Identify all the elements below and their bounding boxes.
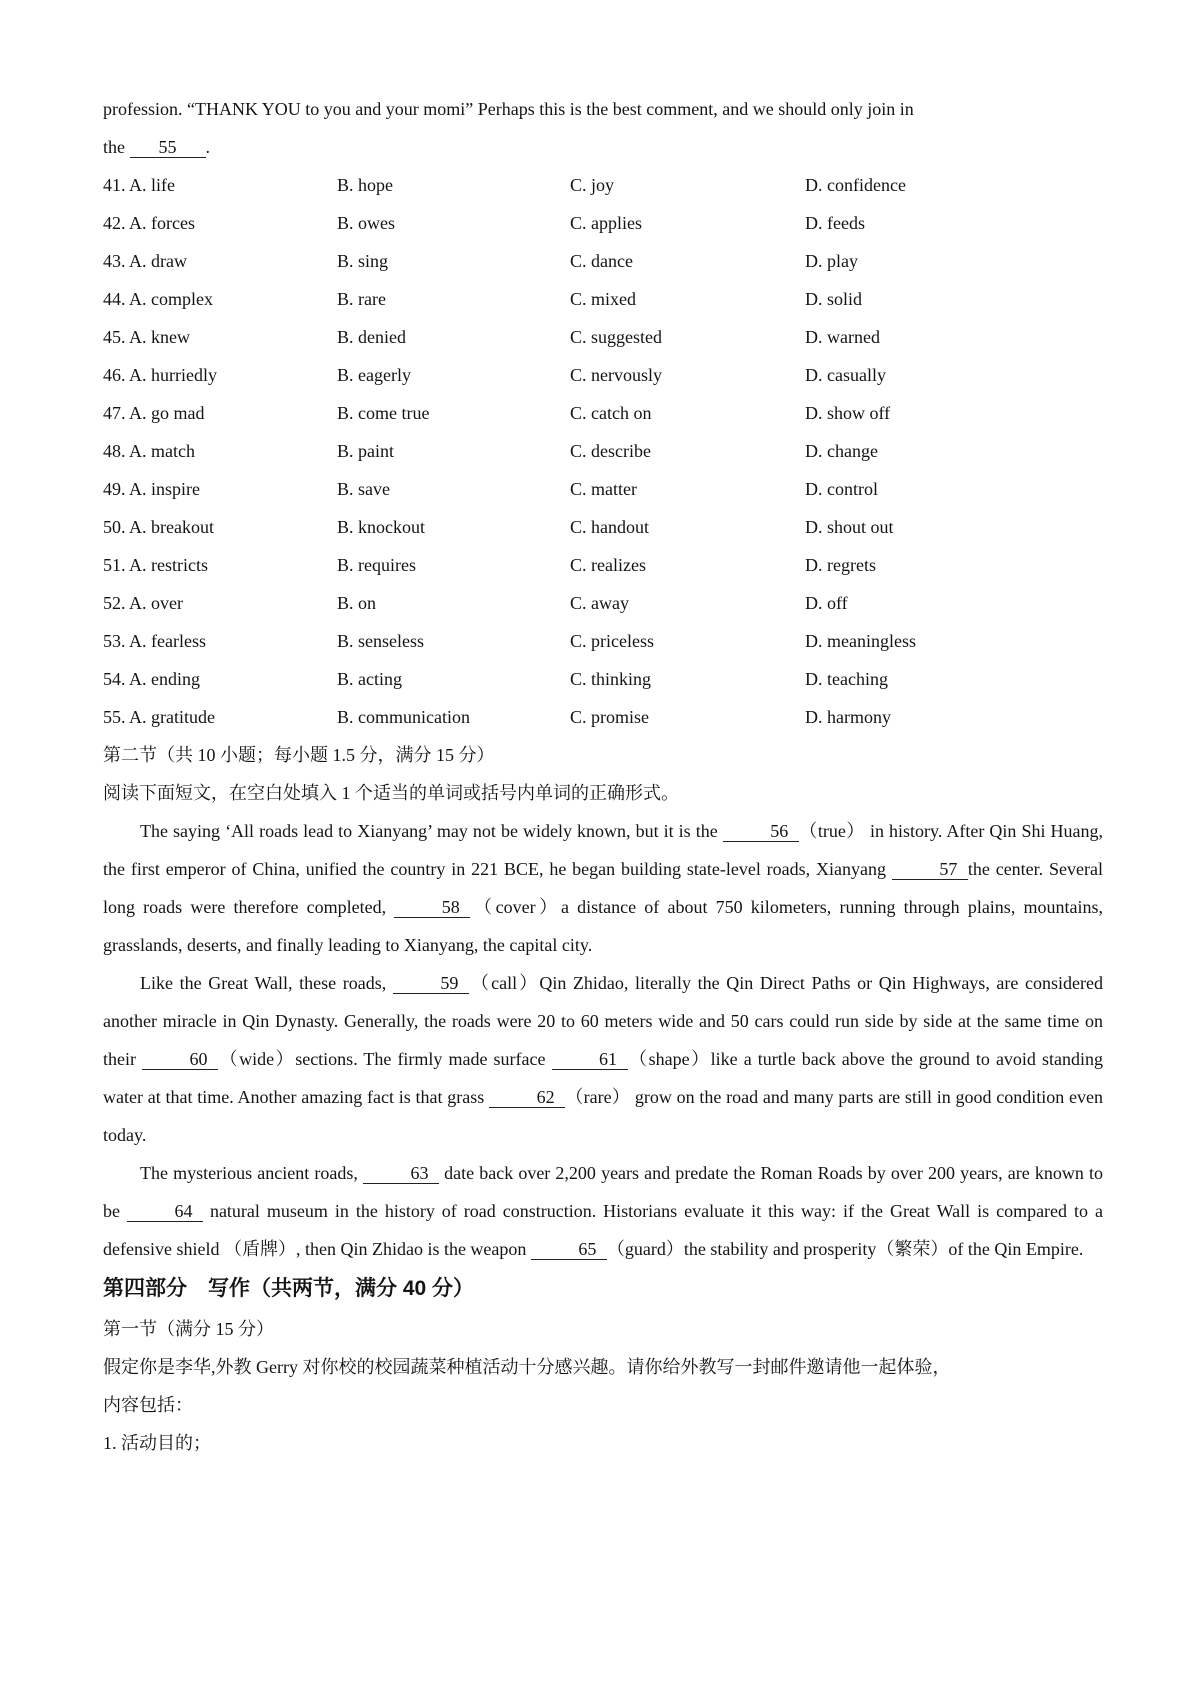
option-cell-50-C: C. handout	[570, 517, 649, 537]
option-cell-48-C: C. describe	[570, 441, 651, 461]
option-cell-53-B: B. senseless	[337, 631, 424, 651]
option-row-52	[103, 584, 1103, 622]
option-cell-43-B: B. sing	[337, 251, 389, 271]
blank-55: 55	[130, 137, 206, 158]
blank-58: 58	[394, 897, 470, 918]
option-cell-45-C: C. suggested	[570, 327, 662, 347]
passage-text: （call）Qin Zhidao, literally the Qin Direct Paths or Qin Highways, are considered another miracle in Qin Dynasty. Generally, the roads were 20 to 60 meters wide and 50 cars could run side by side at the same time on their	[103, 973, 1103, 1069]
passage-text: （rare） grow on the road and many parts are still in good condition even today.	[103, 1087, 1103, 1145]
passage-text: natural museum in the history of road construction. Historians evaluate it this way: if the Great Wall is compared to a defensive shield （盾牌）, then Qin Zhidao is the weapon	[103, 1201, 1103, 1259]
option-row-50	[103, 508, 1103, 546]
passage-text: （true） in history. After Qin Shi Huang, the first emperor of China, unified the country in 221 BCE, he began building state-level roads, Xianyang	[103, 821, 1103, 879]
option-cell-54-D: D. teaching	[805, 669, 888, 689]
option-cell-52-A: 52. A. over	[103, 593, 183, 613]
option-row-41	[103, 166, 1103, 204]
option-cell-42-B: B. owes	[337, 213, 395, 233]
option-cell-46-D: D. casually	[805, 365, 886, 385]
passage-text: （shape）like a turtle back above the ground to avoid standing water at that time. Another amazing fact is that grass	[103, 1049, 1103, 1107]
option-cell-46-B: B. eagerly	[337, 365, 411, 385]
blank-56: 56	[723, 821, 799, 842]
option-cell-47-A: 47. A. go mad	[103, 403, 205, 423]
passage-text: date back over 2,200 years and predate the Roman Roads by over 200 years, are known to be	[103, 1163, 1103, 1221]
intro-line-2-prefix: the	[103, 137, 125, 157]
option-cell-48-D: D. change	[805, 441, 878, 461]
section-2-instructions: 阅读下面短文，在空白处填入 1 个适当的单词或括号内单词的正确形式。	[103, 783, 679, 803]
blank-57: 57	[892, 859, 968, 880]
passage-text: The saying ‘All roads lead to Xianyang’ may not be widely known, but it is the	[140, 821, 723, 841]
option-cell-41-D: D. confidence	[805, 175, 906, 195]
passage-paragraph-1	[103, 812, 1103, 964]
intro-line-1: profession. “THANK YOU to you and your momi” Perhaps this is the best comment, and we should only join in	[103, 99, 914, 119]
option-cell-47-D: D. show off	[805, 403, 891, 423]
option-cell-44-C: C. mixed	[570, 289, 636, 309]
option-cell-55-B: B. communication	[337, 707, 470, 727]
option-cell-53-A: 53. A. fearless	[103, 631, 206, 651]
part-4-header: 第四部分 写作（共两节，满分 40 分）	[103, 1277, 475, 1300]
blank-61: 61	[552, 1049, 628, 1070]
option-row-51	[103, 546, 1103, 584]
option-cell-45-A: 45. A. knew	[103, 327, 190, 347]
option-cell-43-C: C. dance	[570, 251, 633, 271]
passage-text: （wide）sections. The firmly made surface	[218, 1049, 552, 1069]
option-cell-50-A: 50. A. breakout	[103, 517, 214, 537]
option-cell-49-C: C. matter	[570, 479, 637, 499]
option-cell-54-B: B. acting	[337, 669, 402, 689]
option-cell-52-D: D. off	[805, 593, 848, 613]
option-cell-52-B: B. on	[337, 593, 377, 613]
passage-text: （cover）a distance of about 750 kilometers, running through plains, mountains, grasslands, deserts, and finally leading to Xianyang, the capital city.	[103, 897, 1103, 955]
option-cell-51-B: B. requires	[337, 555, 416, 575]
option-cell-49-D: D. control	[805, 479, 878, 499]
option-cell-44-A: 44. A. complex	[103, 289, 213, 309]
option-cell-46-C: C. nervously	[570, 365, 662, 385]
option-cell-47-B: B. come true	[337, 403, 430, 423]
intro-paragraph	[103, 90, 1103, 166]
option-cell-41-A: 41. A. life	[103, 175, 175, 195]
option-cell-55-D: D. harmony	[805, 707, 891, 727]
passage-text: The mysterious ancient roads,	[140, 1163, 363, 1183]
option-cell-41-B: B. hope	[337, 175, 393, 195]
option-cell-49-B: B. save	[337, 479, 390, 499]
option-cell-45-D: D. warned	[805, 327, 880, 347]
option-cell-54-C: C. thinking	[570, 669, 652, 689]
option-cell-42-D: D. feeds	[805, 213, 865, 233]
exam-page	[103, 90, 1103, 1462]
option-cell-51-C: C. realizes	[570, 555, 646, 575]
section-2-header: 第二节（共 10 小题；每小题 1.5 分，满分 15 分）	[103, 745, 495, 765]
option-row-46	[103, 356, 1103, 394]
blank-64: 64	[127, 1201, 203, 1222]
option-cell-53-C: C. priceless	[570, 631, 654, 651]
option-cell-48-A: 48. A. match	[103, 441, 195, 461]
option-cell-55-C: C. promise	[570, 707, 649, 727]
option-row-47	[103, 394, 1103, 432]
passage-paragraph-3	[103, 1154, 1103, 1268]
option-row-42	[103, 204, 1103, 242]
intro-line-2	[103, 128, 1103, 166]
passage-text: Like the Great Wall, these roads,	[140, 973, 393, 993]
option-row-45	[103, 318, 1103, 356]
cloze-options-table	[103, 166, 1103, 736]
option-cell-52-C: C. away	[570, 593, 629, 613]
option-cell-47-C: C. catch on	[570, 403, 652, 423]
blank-63: 63	[363, 1163, 439, 1184]
option-cell-42-A: 42. A. forces	[103, 213, 195, 233]
option-row-53	[103, 622, 1103, 660]
option-row-43	[103, 242, 1103, 280]
passage-paragraph-2	[103, 964, 1103, 1154]
option-cell-44-D: D. solid	[805, 289, 863, 309]
option-cell-45-B: B. denied	[337, 327, 406, 347]
option-row-54	[103, 660, 1103, 698]
passage-text: the center. Several long roads were therefore completed,	[103, 859, 1104, 917]
option-cell-54-A: 54. A. ending	[103, 669, 200, 689]
option-cell-50-D: D. shout out	[805, 517, 894, 537]
blank-59: 59	[393, 973, 469, 994]
blank-60: 60	[142, 1049, 218, 1070]
option-row-49	[103, 470, 1103, 508]
option-cell-49-A: 49. A. inspire	[103, 479, 200, 499]
writing-prompt-line-1: 假定你是李华,外教 Gerry 对你校的校园蔬菜种植活动十分感兴趣。请你给外教写一封邮件邀请他一起体验，	[103, 1357, 951, 1377]
option-cell-43-D: D. play	[805, 251, 858, 271]
blank-65: 65	[531, 1239, 607, 1260]
option-row-48	[103, 432, 1103, 470]
option-row-55	[103, 698, 1103, 736]
blank-62: 62	[489, 1087, 565, 1108]
option-cell-55-A: 55. A. gratitude	[103, 707, 215, 727]
option-cell-50-B: B. knockout	[337, 517, 425, 537]
passage-text: （guard）the stability and prosperity（繁荣）of the Qin Empire.	[606, 1239, 1084, 1259]
writing-task-point-1: 1. 活动目的；	[103, 1433, 211, 1453]
option-cell-43-A: 43. A. draw	[103, 251, 187, 271]
option-cell-53-D: D. meaningless	[805, 631, 916, 651]
option-cell-51-A: 51. A. restricts	[103, 555, 208, 575]
option-cell-41-C: C. joy	[570, 175, 615, 195]
option-cell-48-B: B. paint	[337, 441, 394, 461]
option-row-44	[103, 280, 1103, 318]
intro-line-2-suffix: .	[205, 137, 210, 157]
option-cell-51-D: D. regrets	[805, 555, 876, 575]
option-cell-46-A: 46. A. hurriedly	[103, 365, 217, 385]
part-4-section-1-header: 第一节（满分 15 分）	[103, 1319, 274, 1339]
writing-prompt-line-2: 内容包括：	[103, 1395, 193, 1415]
option-cell-44-B: B. rare	[337, 289, 386, 309]
option-cell-42-C: C. applies	[570, 213, 642, 233]
grammar-fill-passage	[103, 812, 1103, 1268]
